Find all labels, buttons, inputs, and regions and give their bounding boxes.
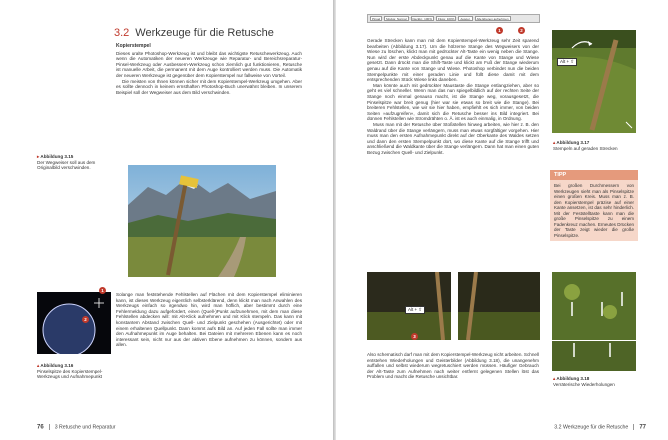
right-body-text-bottom — [367, 352, 539, 380]
marker-2: 2 — [82, 316, 89, 323]
left-body-text — [116, 292, 302, 348]
caption-title: Abbildung 3.17 — [556, 140, 590, 145]
figure-caption-3-16: ▴ Abbildung 3.16 Pinselspitze des Kopierstempel-Werkzeugs und Aufnahmepunkt — [37, 363, 103, 380]
toolbar-item: Pinsel — [372, 17, 381, 21]
marker-4: 2 — [518, 27, 525, 34]
section-number: 3.2 — [114, 27, 130, 39]
toolbar-item: Fluss: 100% — [437, 17, 455, 21]
right-paragraph-1: Gerade Strecken kann man mit dem Kopierstempel-Werkzeug sehr Zeit sparend bearbeiten (Abbildung 3.17). Um die hölzerne Stange des Wegweisers von der Wiese zu löschen, klickt man mit gedrückter Alt-Taste ein wenig neben die Stange. Nun wird der erste Abdeckpunkt genau auf die Kante von Stange und Wiese gesetzt. Dann drückt man die Shift-Taste und klickt am Fuß der Stange wiederum genau auf die Kante von Stange und Wiese. Photoshop verbindet nun die beiden Stempelpunkte mit einer geraden Linie und füllt diese damit mit dem entsprechenden Stück Wiese links daneben. — [367, 38, 539, 83]
photo-forest-edge-right — [458, 272, 540, 340]
subheading-kopierstempel: Kopierstempel — [116, 43, 151, 49]
right-paragraph-4: Also schematisch darf man mit dem Kopierstempel-Werkzeug nicht arbeiten. Schnell entstehen Wiederholungen und Geisterbilder (Abbildung 3.18), die unangenehm auffallen und selbst wiederum wegretuschiert werden müssen. Häufiger Gebrauch der Alt-Taste zum Aufnehmen nach weiter entfernt gelegenen Stellen löst das Problem und macht die Retusche unsichtbar. — [367, 352, 540, 380]
key-shortcut-label-2: Alt + ⇧ — [405, 306, 425, 314]
options-toolbar-screenshot — [367, 14, 540, 23]
left-paragraph-3: Solange man feststehende Fehlstellen auf Flächen mit dem Kopierstempel eliminieren kann, ist dieses Werkzeug eigentlich selbsterklärend, denn klickt man nach Anwahlen des Werkzeugs einfach so irgendwo hin, wird man höflich, aber bestimmt durch eine Fehlermeldung dazu aufgefordert, einen (Quell-)Punkt aufzunehmen, mit dem man diese Fehlstellen abdecken will: mit Alt-Klick aufnehmen und mit Klick stempeln. Das kann mit konstantem Abstand zwischen Quell- und Zielpunkt geschehen (Ausgerichtet) oder mit einem erhaltenen Quellpunkt. Dann kommt aufs Bild an. Auf jeden Fall sollte man immer den Aufnahmepunkt im Auge behalten. Bei Dateien mit mehreren Ebenen kann es noch interessant sein, nicht nur aus der aktiven Ebene aufnehmen zu können, sondern aus allen. — [116, 292, 302, 348]
toolbar-item: Modus: Normal — [386, 17, 407, 21]
right-footer — [554, 424, 646, 430]
photo-stamp-straight-line — [552, 30, 636, 133]
photo-repetitions-bottom — [552, 341, 636, 371]
marker-3: 1 — [496, 27, 503, 34]
marker-1: 1 — [99, 287, 106, 294]
caption-text: Pinselspitze des Kopierstempel-Werkzeugs und Aufnahmepunkt — [37, 368, 103, 380]
toolbar-item: Deckkr.: 100% — [412, 17, 432, 21]
right-paragraph-3: Muss man mit der Retusche über Stoßstellen hinweg arbeiten, wie hier z. B. den Waldrand über die Stange verlängern, muss man etwas sorgfältiger vorgehen. Hier muss man den ersten Aufnahmepunkt direkt auf der Oberkante des Waldes setzen und dann den ersten Stempelpunkt dort, wo diese Kante auf die Stange trifft und anschließend die Waldkante über die Stange verlängern. Dann hat man einen guten Bezug zwischen Quell- und Zielpunkt. — [367, 121, 539, 155]
running-head: 3 Retusche und Reparatur — [54, 424, 116, 430]
tip-text: Bei großen Durchmessern von Werkzeugen sieht man als Pinselspitze einen großen Kreis. Muss man z. B. den Kopierstempel präzise auf einer Kante ansetzen, ist das sehr hinderlich. Mit der Feststelltaste kann man die große Pinselspitze zu einem Fadenkreuz machen. Erneutes Drücken der Taste zeigt wieder die große Pinselspitze. — [554, 183, 634, 238]
caption-text: Stempeln auf geraden Strecken — [553, 145, 618, 151]
page-number: 77 — [639, 424, 646, 430]
left-paragraph-1: Dieses uralte Photoshop-Werkzeug ist und bleibt das wichtigste Retuschewerkzeug. Auch wenn die Automatiken der neueren Werkzeuge wie Reparatur- und Bereichsreparatur-Pinsel-Werkzeug oder Ausbessern-Werkzeug schon ziemlich gut funktionieren, Retusche ist manuelle Arbeit, die permanent mit dem Auge kontrolliert werden muss. Die Automatik der neueren Werkzeuge ist gegenüber dem Kopierstempel nur fallweise von Vorteil. — [116, 50, 302, 78]
section-heading — [114, 27, 274, 39]
page-number: 76 — [37, 424, 44, 430]
caption-text: Der Wegweiser soll aus dem Originalbild verschwinden. — [37, 159, 96, 171]
left-paragraph-2: Die meisten von Ihnen können sicher mit dem Kopierstempel-Werkzeug umgehen. Aber es sollte dennoch in keinem ernsthaften Photoshop-Buch unerwähnt bleiben. In unserem Beispiel soll der Wegweiser aus dem Bild verschwinden. — [116, 78, 302, 95]
photo-signpost-landscape — [128, 165, 276, 277]
photo-repetitions-top — [552, 272, 636, 340]
left-page — [0, 0, 333, 440]
right-body-text — [367, 38, 539, 155]
marker-5: 3 — [411, 333, 418, 340]
left-footer — [37, 424, 116, 430]
tip-title: TIPP — [550, 170, 638, 180]
left-intro-text — [116, 44, 302, 95]
running-head: 3.2 Werkzeuge für die Retusche — [554, 424, 629, 430]
figure-caption-3-17: ▴ Abbildung 3.17 Stempeln auf geraden Strecken — [553, 140, 618, 151]
section-title: Werkzeuge für die Retusche — [135, 27, 274, 39]
toolbar-item: Ausger. — [460, 17, 471, 21]
caption-title: Abbildung 3.16 — [40, 363, 74, 368]
caption-title: Abbildung 3.15 — [40, 154, 74, 159]
right-paragraph-2: Man könnte auch mit gedrückter Maustaste die Stange entlangziehen, aber so geht es viel schneller. Wenn man das nun spiegelbildlich auf der rechten Seite der Stange noch einmal genauso macht, ist die Stange weg, vorausgesetzt, die Pinselspitze war breit genug (hier war sie etwas so breit wie die Stange). Bei breiteren Fehlstellen, wie wir sie hier haben, empfiehlt es sich immer, von beiden Seiten »aufzugreifen«, damit sich die Retusche besser ins Bild integriert. Bei dünnen Fehlstellen wie Stromdrähten o. Ä. ist es auch einmalig, in Ordnung. — [367, 82, 539, 122]
key-shortcut-label: Alt + ⇧ — [557, 58, 577, 66]
caption-text: Verräterische Wiederholungen — [553, 381, 615, 387]
toolbar-item: Alle Ebenen aufnehmen — [476, 17, 509, 21]
figure-caption-3-18: ▴ Abbildung 3.18 Verräterische Wiederholungen — [553, 376, 615, 387]
figure-caption-3-15: ▸ Abbildung 3.15 Der Wegweiser soll aus dem Originalbild verschwinden. — [37, 154, 96, 171]
caption-title: Abbildung 3.18 — [556, 376, 590, 381]
tip-box — [550, 170, 638, 241]
photo-brush-tip — [37, 292, 111, 354]
